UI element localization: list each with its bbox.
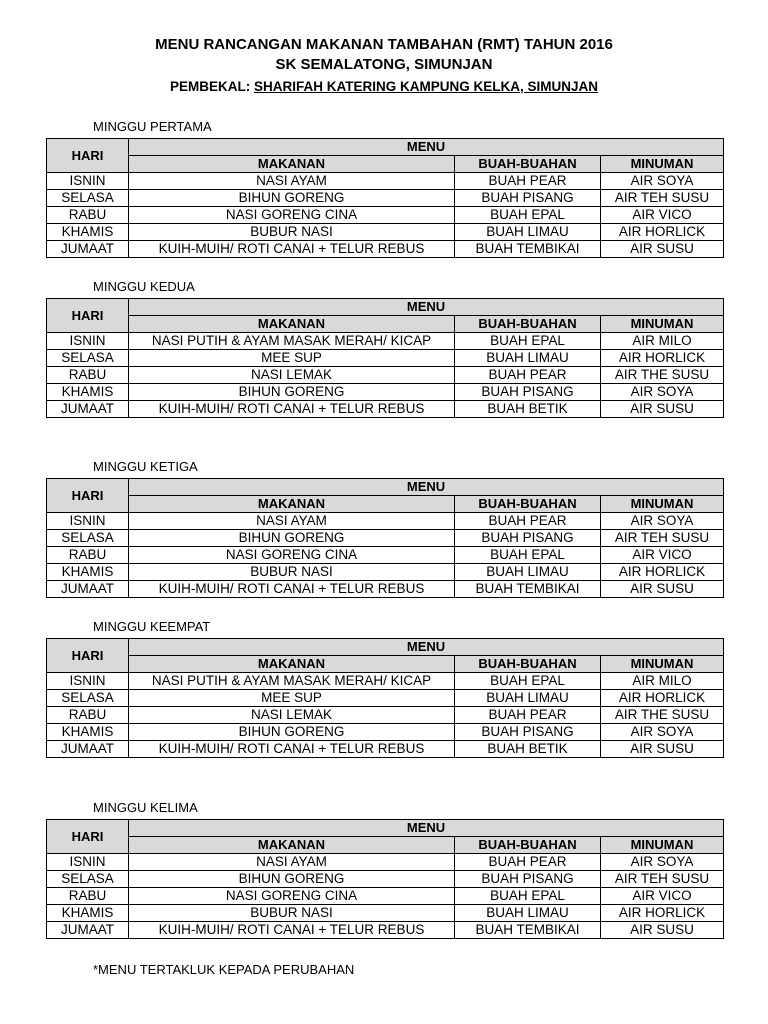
subheader-row xyxy=(47,156,724,173)
buah-cell: BUAH EPAL xyxy=(455,673,601,690)
buah-cell: BUAH PEAR xyxy=(455,173,601,190)
minuman-cell: AIR TEH SUSU xyxy=(601,871,724,888)
week-label: MINGGU KEEMPAT xyxy=(93,619,211,634)
buah-header: BUAH-BUAHAN xyxy=(455,316,601,333)
hari-cell: SELASA xyxy=(47,350,129,367)
minuman-cell: AIR SOYA xyxy=(601,384,724,401)
subheader-row xyxy=(47,316,724,333)
buah-cell: BUAH LIMAU xyxy=(455,224,601,241)
buah-cell: BUAH EPAL xyxy=(455,888,601,905)
table-row xyxy=(47,241,724,258)
makanan-cell: NASI LEMAK xyxy=(129,707,455,724)
hari-cell: RABU xyxy=(47,367,129,384)
hari-cell: SELASA xyxy=(47,690,129,707)
header-row xyxy=(47,820,724,837)
buah-header: BUAH-BUAHAN xyxy=(455,656,601,673)
buah-cell: BUAH TEMBIKAI xyxy=(455,581,601,598)
footer-note: *MENU TERTAKLUK KEPADA PERUBAHAN xyxy=(93,962,355,977)
makanan-cell: MEE SUP xyxy=(129,350,455,367)
table-row xyxy=(47,224,724,241)
hari-header: HARI xyxy=(47,139,129,173)
supplier-name: SHARIFAH KATERING KAMPUNG KELKA, SIMUNJAN xyxy=(254,79,599,94)
menu-header: MENU xyxy=(129,139,724,156)
subheader-row xyxy=(47,837,724,854)
makanan-cell: BIHUN GORENG xyxy=(129,190,455,207)
minuman-cell: AIR MILO xyxy=(601,333,724,350)
subheader-row xyxy=(47,656,724,673)
table-row xyxy=(47,350,724,367)
minuman-cell: AIR SOYA xyxy=(601,513,724,530)
makanan-cell: NASI PUTIH & AYAM MASAK MERAH/ KICAP xyxy=(129,673,455,690)
makanan-cell: NASI AYAM xyxy=(129,173,455,190)
makanan-cell: BUBUR NASI xyxy=(129,564,455,581)
table-row xyxy=(47,564,724,581)
header-row xyxy=(47,139,724,156)
makanan-cell: NASI GORENG CINA xyxy=(129,207,455,224)
hari-cell: KHAMIS xyxy=(47,905,129,922)
minuman-cell: AIR HORLICK xyxy=(601,224,724,241)
makanan-cell: NASI LEMAK xyxy=(129,367,455,384)
table-row xyxy=(47,854,724,871)
minuman-cell: AIR HORLICK xyxy=(601,690,724,707)
minuman-cell: AIR SUSU xyxy=(601,741,724,758)
buah-cell: BUAH TEMBIKAI xyxy=(455,922,601,939)
buah-cell: BUAH LIMAU xyxy=(455,350,601,367)
document-title: MENU RANCANGAN MAKANAN TAMBAHAN (RMT) TAHUN 2016 xyxy=(155,36,613,53)
buah-cell: BUAH PISANG xyxy=(455,724,601,741)
table-row xyxy=(47,547,724,564)
buah-header: BUAH-BUAHAN xyxy=(455,837,601,854)
hari-cell: JUMAAT xyxy=(47,401,129,418)
hari-cell: JUMAAT xyxy=(47,741,129,758)
buah-header: BUAH-BUAHAN xyxy=(455,156,601,173)
buah-cell: BUAH TEMBIKAI xyxy=(455,241,601,258)
makanan-cell: BIHUN GORENG xyxy=(129,384,455,401)
makanan-cell: NASI AYAM xyxy=(129,513,455,530)
minuman-cell: AIR SUSU xyxy=(601,581,724,598)
table-row xyxy=(47,690,724,707)
makanan-cell: NASI GORENG CINA xyxy=(129,888,455,905)
minuman-cell: AIR VICO xyxy=(601,207,724,224)
table-row xyxy=(47,871,724,888)
minuman-cell: AIR TEH SUSU xyxy=(601,190,724,207)
table-row xyxy=(47,367,724,384)
table-row xyxy=(47,173,724,190)
week-menu-table xyxy=(46,138,724,258)
buah-cell: BUAH BETIK xyxy=(455,401,601,418)
makanan-header: MAKANAN xyxy=(129,837,455,854)
hari-cell: KHAMIS xyxy=(47,384,129,401)
table-row xyxy=(47,741,724,758)
menu-header: MENU xyxy=(129,820,724,837)
buah-cell: BUAH PISANG xyxy=(455,384,601,401)
hari-cell: ISNIN xyxy=(47,673,129,690)
hari-cell: JUMAAT xyxy=(47,581,129,598)
buah-cell: BUAH BETIK xyxy=(455,741,601,758)
minuman-header: MINUMAN xyxy=(601,837,724,854)
subheader-row xyxy=(47,496,724,513)
hari-cell: SELASA xyxy=(47,530,129,547)
table-row xyxy=(47,190,724,207)
table-row xyxy=(47,707,724,724)
week-label: MINGGU KELIMA xyxy=(93,800,198,815)
hari-cell: ISNIN xyxy=(47,173,129,190)
table-row xyxy=(47,401,724,418)
minuman-cell: AIR SOYA xyxy=(601,854,724,871)
header-row xyxy=(47,639,724,656)
makanan-cell: KUIH-MUIH/ ROTI CANAI + TELUR REBUS xyxy=(129,401,455,418)
week-menu-table xyxy=(46,819,724,939)
hari-header: HARI xyxy=(47,479,129,513)
minuman-cell: AIR SUSU xyxy=(601,401,724,418)
hari-cell: JUMAAT xyxy=(47,922,129,939)
makanan-cell: NASI AYAM xyxy=(129,854,455,871)
table-row xyxy=(47,333,724,350)
makanan-header: MAKANAN xyxy=(129,156,455,173)
minuman-cell: AIR SOYA xyxy=(601,173,724,190)
week-menu-table xyxy=(46,638,724,758)
table-row xyxy=(47,673,724,690)
hari-cell: SELASA xyxy=(47,190,129,207)
hari-cell: ISNIN xyxy=(47,854,129,871)
buah-cell: BUAH PISANG xyxy=(455,871,601,888)
minuman-cell: AIR SUSU xyxy=(601,922,724,939)
makanan-cell: BIHUN GORENG xyxy=(129,530,455,547)
hari-cell: ISNIN xyxy=(47,513,129,530)
table-row xyxy=(47,724,724,741)
minuman-header: MINUMAN xyxy=(601,316,724,333)
buah-cell: BUAH PEAR xyxy=(455,367,601,384)
hari-cell: KHAMIS xyxy=(47,224,129,241)
makanan-header: MAKANAN xyxy=(129,496,455,513)
hari-cell: ISNIN xyxy=(47,333,129,350)
minuman-cell: AIR HORLICK xyxy=(601,350,724,367)
makanan-cell: NASI PUTIH & AYAM MASAK MERAH/ KICAP xyxy=(129,333,455,350)
minuman-cell: AIR HORLICK xyxy=(601,905,724,922)
makanan-cell: BIHUN GORENG xyxy=(129,724,455,741)
menu-header: MENU xyxy=(129,639,724,656)
week-menu-table xyxy=(46,478,724,598)
minuman-header: MINUMAN xyxy=(601,656,724,673)
hari-cell: SELASA xyxy=(47,871,129,888)
school-name: SK SEMALATONG, SIMUNJAN xyxy=(275,56,493,73)
buah-cell: BUAH PEAR xyxy=(455,707,601,724)
hari-cell: KHAMIS xyxy=(47,724,129,741)
makanan-cell: BUBUR NASI xyxy=(129,905,455,922)
makanan-cell: KUIH-MUIH/ ROTI CANAI + TELUR REBUS xyxy=(129,581,455,598)
makanan-header: MAKANAN xyxy=(129,656,455,673)
buah-cell: BUAH LIMAU xyxy=(455,690,601,707)
hari-cell: KHAMIS xyxy=(47,564,129,581)
supplier-line xyxy=(0,79,768,94)
table-row xyxy=(47,888,724,905)
table-row xyxy=(47,581,724,598)
minuman-cell: AIR THE SUSU xyxy=(601,367,724,384)
makanan-cell: KUIH-MUIH/ ROTI CANAI + TELUR REBUS xyxy=(129,241,455,258)
menu-header: MENU xyxy=(129,299,724,316)
minuman-cell: AIR THE SUSU xyxy=(601,707,724,724)
minuman-cell: AIR HORLICK xyxy=(601,564,724,581)
makanan-cell: KUIH-MUIH/ ROTI CANAI + TELUR REBUS xyxy=(129,922,455,939)
minuman-cell: AIR SUSU xyxy=(601,241,724,258)
makanan-cell: KUIH-MUIH/ ROTI CANAI + TELUR REBUS xyxy=(129,741,455,758)
minuman-header: MINUMAN xyxy=(601,496,724,513)
supplier-label: PEMBEKAL: xyxy=(169,79,251,94)
hari-header: HARI xyxy=(47,820,129,854)
hari-cell: RABU xyxy=(47,547,129,564)
buah-cell: BUAH PISANG xyxy=(455,190,601,207)
makanan-cell: BUBUR NASI xyxy=(129,224,455,241)
table-row xyxy=(47,207,724,224)
minuman-cell: AIR VICO xyxy=(601,888,724,905)
minuman-cell: AIR TEH SUSU xyxy=(601,530,724,547)
makanan-cell: MEE SUP xyxy=(129,690,455,707)
hari-cell: JUMAAT xyxy=(47,241,129,258)
buah-header: BUAH-BUAHAN xyxy=(455,496,601,513)
hari-header: HARI xyxy=(47,299,129,333)
minuman-header: MINUMAN xyxy=(601,156,724,173)
hari-header: HARI xyxy=(47,639,129,673)
hari-cell: RABU xyxy=(47,207,129,224)
buah-cell: BUAH LIMAU xyxy=(455,564,601,581)
hari-cell: RABU xyxy=(47,888,129,905)
buah-cell: BUAH PEAR xyxy=(455,854,601,871)
buah-cell: BUAH EPAL xyxy=(455,547,601,564)
table-row xyxy=(47,530,724,547)
buah-cell: BUAH EPAL xyxy=(455,333,601,350)
minuman-cell: AIR SOYA xyxy=(601,724,724,741)
week-label: MINGGU KETIGA xyxy=(93,459,198,474)
week-label: MINGGU PERTAMA xyxy=(93,119,212,134)
makanan-cell: NASI GORENG CINA xyxy=(129,547,455,564)
makanan-cell: BIHUN GORENG xyxy=(129,871,455,888)
table-row xyxy=(47,513,724,530)
table-row xyxy=(47,905,724,922)
minuman-cell: AIR MILO xyxy=(601,673,724,690)
header-row xyxy=(47,299,724,316)
week-label: MINGGU KEDUA xyxy=(93,279,195,294)
table-row xyxy=(47,384,724,401)
buah-cell: BUAH EPAL xyxy=(455,207,601,224)
header-row xyxy=(47,479,724,496)
week-menu-table xyxy=(46,298,724,418)
makanan-header: MAKANAN xyxy=(129,316,455,333)
hari-cell: RABU xyxy=(47,707,129,724)
buah-cell: BUAH PISANG xyxy=(455,530,601,547)
table-row xyxy=(47,922,724,939)
buah-cell: BUAH LIMAU xyxy=(455,905,601,922)
buah-cell: BUAH PEAR xyxy=(455,513,601,530)
menu-header: MENU xyxy=(129,479,724,496)
minuman-cell: AIR VICO xyxy=(601,547,724,564)
